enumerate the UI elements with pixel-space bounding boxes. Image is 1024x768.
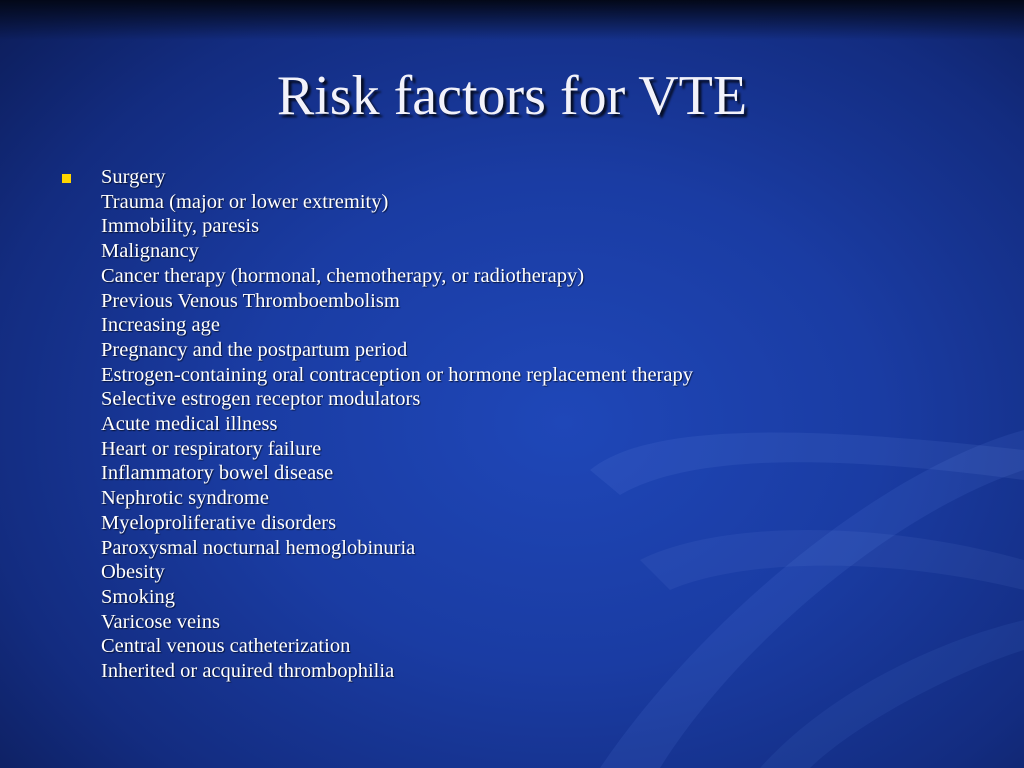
risk-factor-bullet-block — [60, 165, 960, 684]
risk-factor-item: Paroxysmal nocturnal hemoglobinuria — [101, 536, 416, 559]
risk-factor-item: Myeloproliferative disorders — [101, 511, 337, 534]
risk-factor-item: Smoking — [101, 585, 176, 608]
risk-factor-item: Nephrotic syndrome — [101, 487, 269, 510]
risk-factor-item: Cancer therapy (hormonal, chemotherapy, or radiotherapy) — [101, 264, 585, 287]
risk-factor-item: Selective estrogen receptor modulators — [101, 388, 421, 411]
risk-factor-item: Pregnancy and the postpartum period — [101, 338, 408, 361]
risk-factor-item: Malignancy — [101, 240, 199, 263]
risk-factor-item: Immobility, paresis — [101, 215, 260, 238]
risk-factor-item: Inflammatory bowel disease — [101, 462, 334, 485]
risk-factor-item: Previous Venous Thromboembolism — [101, 289, 400, 312]
risk-factor-item: Trauma (major or lower extremity) — [101, 190, 389, 213]
risk-factor-item: Varicose veins — [101, 610, 220, 633]
square-bullet-icon — [62, 174, 71, 183]
slide-title: Risk factors for VTE — [276, 65, 748, 127]
risk-factor-item: Heart or respiratory failure — [101, 437, 322, 460]
risk-factor-item: Inherited or acquired thrombophilia — [101, 660, 395, 683]
risk-factor-item: Increasing age — [101, 314, 220, 337]
risk-factor-item: Central venous catheterization — [101, 635, 351, 658]
top-dark-band — [0, 0, 1024, 40]
risk-factor-item: Surgery — [101, 166, 166, 188]
risk-factor-item: Estrogen-containing oral contraception or hormone replacement therapy — [101, 363, 693, 386]
risk-factor-list — [60, 165, 960, 684]
risk-factor-item: Acute medical illness — [101, 413, 278, 436]
risk-factor-item: Obesity — [101, 561, 165, 584]
